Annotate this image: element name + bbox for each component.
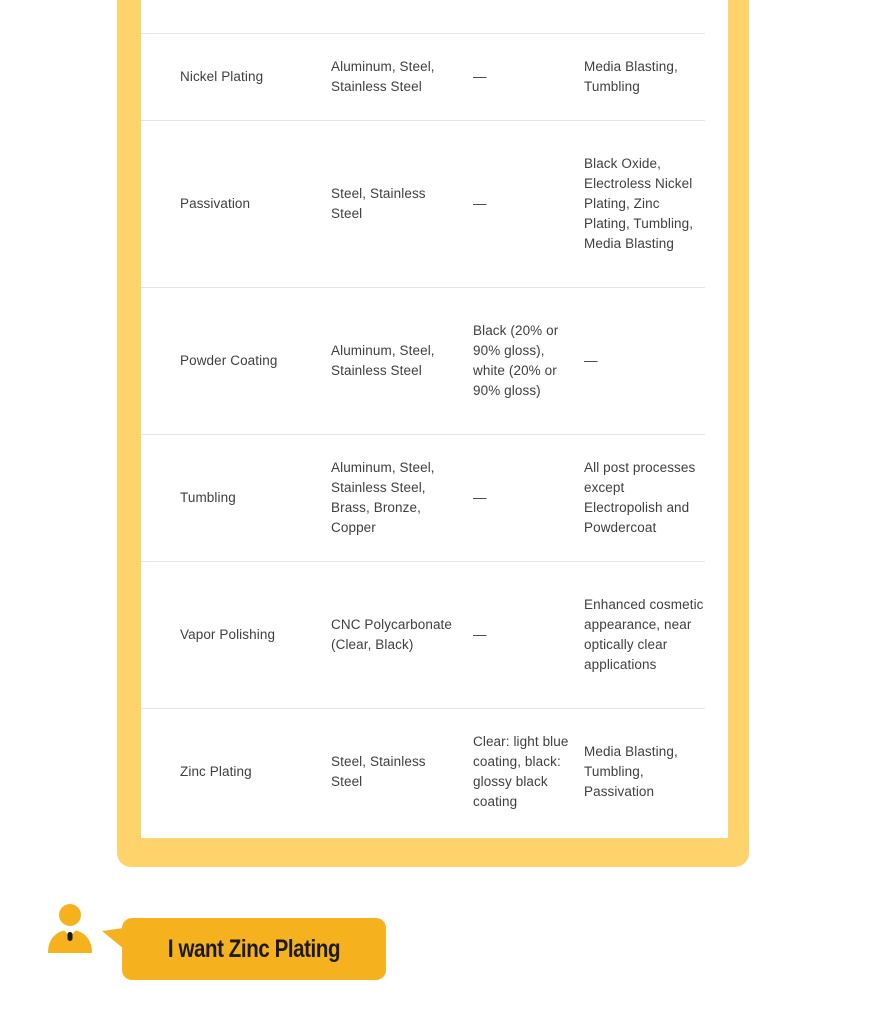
materials-cell: Steel, Stainless Steel [331, 754, 426, 789]
table-row [141, 709, 705, 835]
compatible-cell: — [584, 353, 598, 368]
materials-cell: CNC Polycarbonate (Clear, Black) [331, 617, 453, 652]
table-row [141, 562, 705, 709]
table-row [141, 0, 705, 34]
color-cell: — [473, 490, 487, 505]
process-cell: Passivation [180, 196, 251, 211]
compatible-cell [584, 0, 705, 1]
table-row [141, 121, 705, 288]
post-process-table [141, 0, 728, 838]
table-row [141, 288, 705, 435]
process-cell: Vapor Polishing [180, 627, 276, 642]
color-cell: Clear: light blue coating, black: glossy black coating [473, 734, 569, 809]
materials-cell [331, 0, 457, 1]
materials-cell: Aluminum, Steel, Stainless Steel [331, 343, 435, 378]
process-cell: Powder Coating [180, 353, 278, 368]
bubble-tail [102, 924, 124, 949]
process-cell: Tumbling [180, 490, 236, 505]
user-avatar-icon [47, 903, 93, 955]
materials-cell: Aluminum, Steel, Stainless Steel, Brass, Bronze, Copper [331, 460, 435, 535]
compatible-cell: Media Blasting, Tumbling, Passivation [584, 744, 678, 799]
chat-message-text: I want Zinc Plating [167, 934, 341, 963]
table-row [141, 435, 705, 562]
color-cell: Black (20% or 90% gloss), white (20% or 90% gloss) [473, 323, 559, 398]
color-cell: — [473, 627, 487, 642]
compatible-cell: Black Oxide, Electroless Nickel Plating, Zinc Plating, Tumbling, Media Blasting [584, 156, 694, 251]
process-cell: Nickel Plating [180, 69, 264, 84]
color-cell: — [473, 69, 487, 84]
chat-message-bubble [122, 918, 386, 980]
materials-cell: Aluminum, Steel, Stainless Steel [331, 59, 435, 94]
materials-cell: Steel, Stainless Steel [331, 186, 426, 221]
compatible-cell: Media Blasting, Tumbling [584, 59, 678, 94]
compatible-cell: All post processes except Electropolish and Powdercoat [584, 460, 696, 535]
table-row [141, 34, 705, 121]
compatible-cell: Enhanced cosmetic appearance, near optically clear applications [584, 597, 704, 672]
color-cell: — [473, 196, 487, 211]
process-cell: Zinc Plating [180, 764, 252, 779]
